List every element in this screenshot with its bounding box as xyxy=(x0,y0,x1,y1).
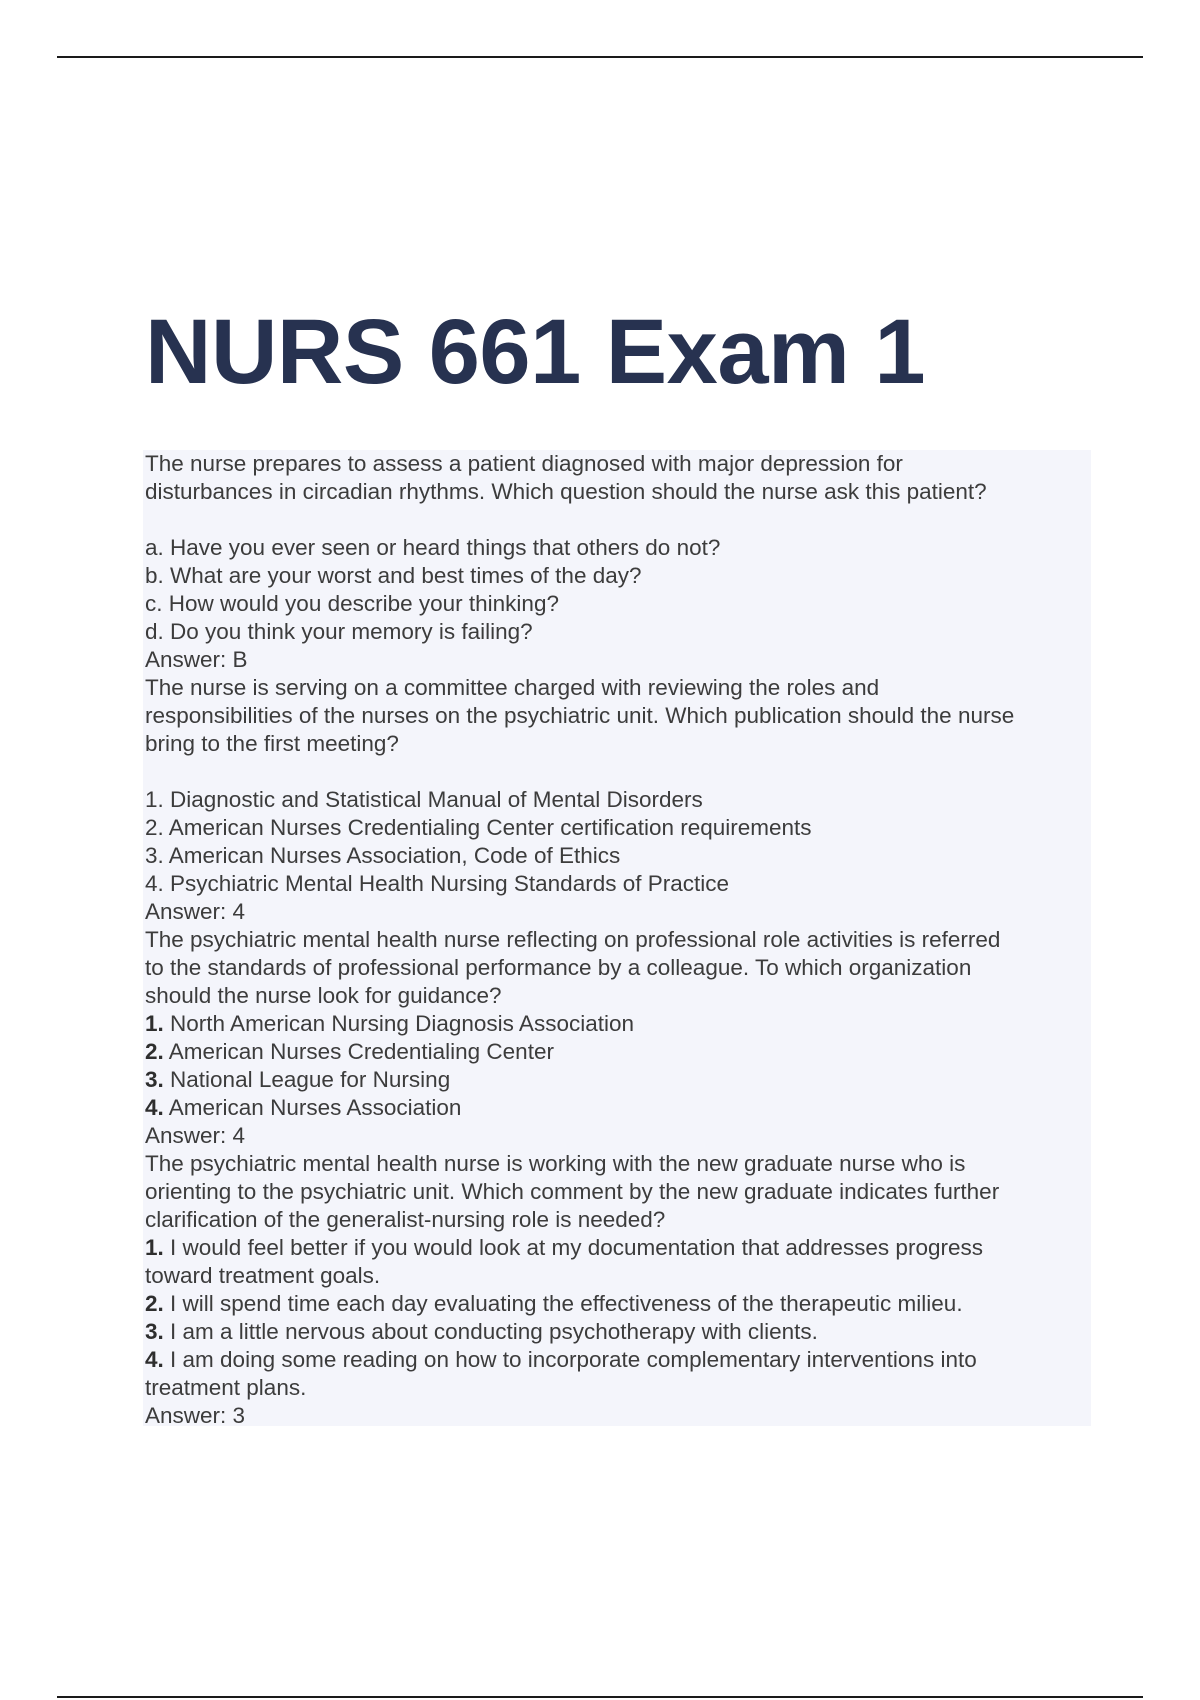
answer-option xyxy=(145,1066,1089,1094)
answer-option: 1. Diagnostic and Statistical Manual of Mental Disorders xyxy=(145,787,703,812)
question-3 xyxy=(145,926,1089,1150)
document-title: NURS 661 Exam 1 xyxy=(145,301,926,403)
answer-option xyxy=(145,1234,1089,1262)
question-stem-line: disturbances in circadian rhythms. Which question should the nurse ask this patient? xyxy=(145,479,987,504)
answer-option: 4. Psychiatric Mental Health Nursing Standards of Practice xyxy=(145,871,730,896)
question-stem-line: The psychiatric mental health nurse is working with the new graduate nurse who is xyxy=(145,1151,966,1176)
answer-option xyxy=(145,1094,1089,1122)
question-stem-line: clarification of the generalist-nursing role is needed? xyxy=(145,1207,666,1232)
answer-option xyxy=(145,1290,1089,1318)
top-rule xyxy=(57,56,1143,58)
answer-option: 3. American Nurses Association, Code of Ethics xyxy=(145,843,621,868)
option-number: 2. xyxy=(145,1039,164,1064)
answer-option: d. Do you think your memory is failing? xyxy=(145,619,533,644)
option-text: National League for Nursing xyxy=(170,1067,451,1092)
question-4 xyxy=(145,1150,1089,1430)
question-stem-line: responsibilities of the nurses on the psychiatric unit. Which publication should the nurse xyxy=(145,703,1015,728)
answer-key: Answer: 4 xyxy=(145,1123,246,1148)
option-number: 2. xyxy=(145,1291,164,1316)
question-stem-line: to the standards of professional performance by a colleague. To which organization xyxy=(145,955,972,980)
option-text: I am doing some reading on how to incorporate complementary interventions into xyxy=(170,1347,977,1372)
option-text: I will spend time each day evaluating the effectiveness of the therapeutic milieu. xyxy=(170,1291,963,1316)
answer-option: c. How would you describe your thinking? xyxy=(145,591,559,616)
option-text: American Nurses Credentialing Center xyxy=(168,1039,554,1064)
option-text: I am a little nervous about conducting psychotherapy with clients. xyxy=(170,1319,818,1344)
option-text: I would feel better if you would look at my documentation that addresses progress xyxy=(170,1235,983,1260)
answer-option: a. Have you ever seen or heard things that others do not? xyxy=(145,535,721,560)
option-number: 1. xyxy=(145,1235,164,1260)
answer-option: b. What are your worst and best times of the day? xyxy=(145,563,642,588)
question-1 xyxy=(145,450,1089,674)
option-number: 4. xyxy=(145,1347,164,1372)
question-stem-line: orienting to the psychiatric unit. Which comment by the new graduate indicates further xyxy=(145,1179,1000,1204)
option-number: 4. xyxy=(145,1095,164,1120)
question-stem-line: should the nurse look for guidance? xyxy=(145,983,502,1008)
question-stem-line: The nurse is serving on a committee charged with reviewing the roles and xyxy=(145,675,880,700)
answer-option-continuation: toward treatment goals. xyxy=(145,1263,381,1288)
answer-option xyxy=(145,1318,1089,1346)
option-number: 3. xyxy=(145,1319,164,1344)
option-text: American Nurses Association xyxy=(168,1095,462,1120)
answer-key: Answer: 4 xyxy=(145,899,246,924)
answer-option xyxy=(145,1010,1089,1038)
answer-option: 2. American Nurses Credentialing Center certification requirements xyxy=(145,815,812,840)
option-text: North American Nursing Diagnosis Association xyxy=(170,1011,634,1036)
answer-option xyxy=(145,1038,1089,1066)
bottom-rule xyxy=(57,1696,1143,1698)
option-number: 3. xyxy=(145,1067,164,1092)
question-2 xyxy=(145,674,1089,926)
question-stem-line: The nurse prepares to assess a patient diagnosed with major depression for xyxy=(145,451,903,476)
answer-option xyxy=(145,1346,1089,1374)
question-stem-line: The psychiatric mental health nurse reflecting on professional role activities is referred xyxy=(145,927,1001,952)
exam-content xyxy=(143,450,1091,1426)
answer-option-continuation: treatment plans. xyxy=(145,1375,307,1400)
answer-key: Answer: B xyxy=(145,647,248,672)
option-number: 1. xyxy=(145,1011,164,1036)
question-stem-line: bring to the first meeting? xyxy=(145,731,399,756)
answer-key: Answer: 3 xyxy=(145,1403,246,1428)
